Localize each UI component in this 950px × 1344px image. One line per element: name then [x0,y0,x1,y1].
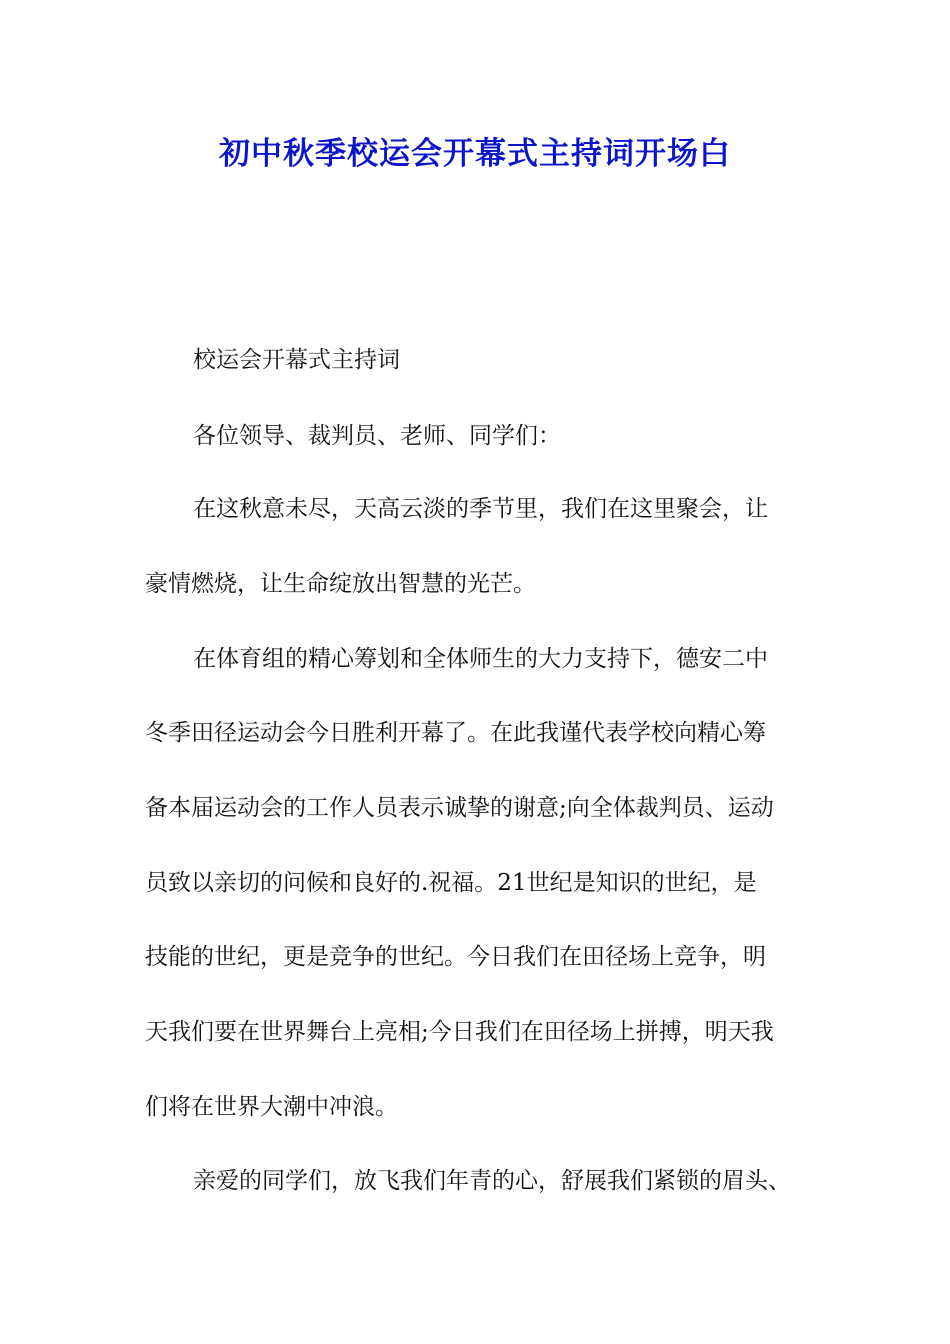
text-line: 天我们要在世界舞台上亮相;今日我们在田径场上拼搏，明天我 [145,1019,774,1045]
text-line: 技能的世纪，更是竞争的世纪。今日我们在田径场上竞争，明 [145,944,766,970]
text-line: 在这秋意未尽，天高云淡的季节里，我们在这里聚会，让 [193,496,768,522]
text-line-salutation: 各位领导、裁判员、老师、同学们： [193,423,561,449]
text-line: 们将在世界大潮中冲浪。 [145,1094,398,1120]
text-line: 冬季田径运动会今日胜利开幕了。在此我谨代表学校向精心筹 [145,720,766,746]
document-title: 初中秋季校运会开幕式主持词开场白 [219,136,731,172]
text-line: 豪情燃烧，让生命绽放出智慧的光芒。 [145,571,536,597]
text-line: 亲爱的同学们，放飞我们年青的心，舒展我们紧锁的眉头、 [193,1168,791,1194]
text-line: 在体育组的精心筹划和全体师生的大力支持下，德安二中 [193,646,768,672]
text-line-subtitle: 校运会开幕式主持词 [193,347,400,373]
text-line: 员致以亲切的问候和良好的.祝福。21世纪是知识的世纪，是 [145,870,757,896]
text-line: 备本届运动会的工作人员表示诚挚的谢意;向全体裁判员、运动 [145,795,774,821]
